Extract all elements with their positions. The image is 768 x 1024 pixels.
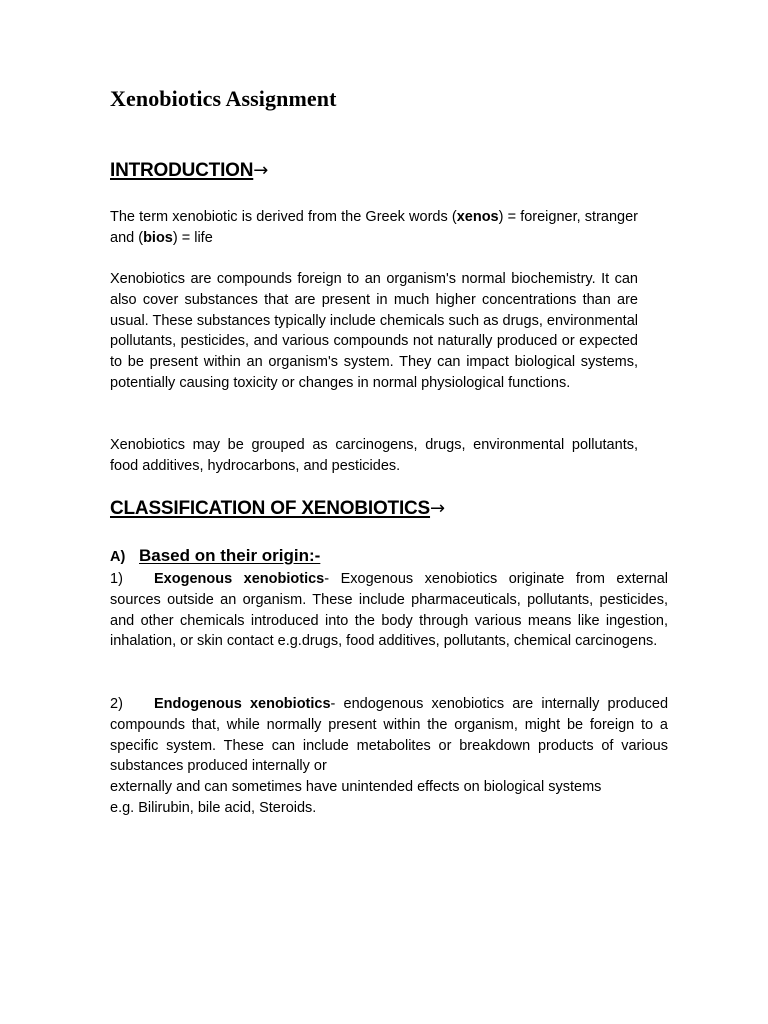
introduction-heading (110, 160, 268, 182)
exogenous-description: - Exogenous xenobiotics originate from external sources outside an organism. These include pharmaceuticals, pollutants, pesticides, and other chemicals introduced into the body through various means like ingestion, inhalation, or skin contact e.g.drugs, food additives, pollutants, chemical carcinogens. (110, 571, 669, 650)
etymology-text-b: ) = foreigner, stranger and ( (110, 209, 638, 246)
subheading-label: Based on their origin:- (139, 546, 321, 565)
intro-etymology-paragraph (110, 207, 638, 249)
classification-heading (110, 498, 445, 520)
intro-grouping-paragraph: Xenobiotics may be grouped as carcinogens, drugs, environmental pollutants, food additives, hydrocarbons, and pesticides. (110, 437, 638, 474)
document-title: Xenobiotics Assignment (110, 86, 337, 111)
introduction-heading-text: INTRODUCTION (110, 160, 254, 181)
right-arrow-icon: → (253, 160, 269, 181)
exogenous-item (110, 569, 668, 652)
intro-definition-paragraph: Xenobiotics are compounds foreign to an organism's normal biochemistry. It can also cover substances that are present in much higher concentrations than are usual. These substances typically include chemicals such as drugs, environmental pollutants, pesticides, and various compounds not naturally produced or expected to be present within an organism's system. They can impact biological systems, potentially causing toxicity or changes in normal physiological functions. (110, 271, 638, 391)
endogenous-term: Endogenous xenobiotics (154, 696, 331, 712)
classification-heading-text: CLASSIFICATION OF XENOBIOTICS (110, 498, 431, 519)
endogenous-continuation-line: externally and can sometimes have unintended effects on biological systems (110, 779, 602, 795)
item-number: 2) (110, 696, 123, 712)
exogenous-term: Exogenous xenobiotics (154, 571, 325, 587)
endogenous-item (110, 694, 668, 777)
term-bios: bios (143, 229, 173, 246)
item-number: 1) (110, 571, 123, 587)
endogenous-examples-line: e.g. Bilirubin, bile acid, Steroids. (110, 800, 317, 816)
term-xenos: xenos (456, 209, 499, 225)
etymology-text-c: ) = life (172, 229, 213, 246)
right-arrow-icon: → (430, 498, 445, 519)
origin-subheading (110, 546, 320, 566)
endogenous-description: - endogenous xenobiotics are internally produced compounds that, while normally present within the organism, might be foreign to a specific system. These can include metabolites or breakdown products of various substances produced internally or (110, 696, 669, 775)
subheading-letter: A) (110, 549, 126, 565)
etymology-text-a: The term xenobiotic is derived from the Greek words ( (110, 209, 457, 225)
